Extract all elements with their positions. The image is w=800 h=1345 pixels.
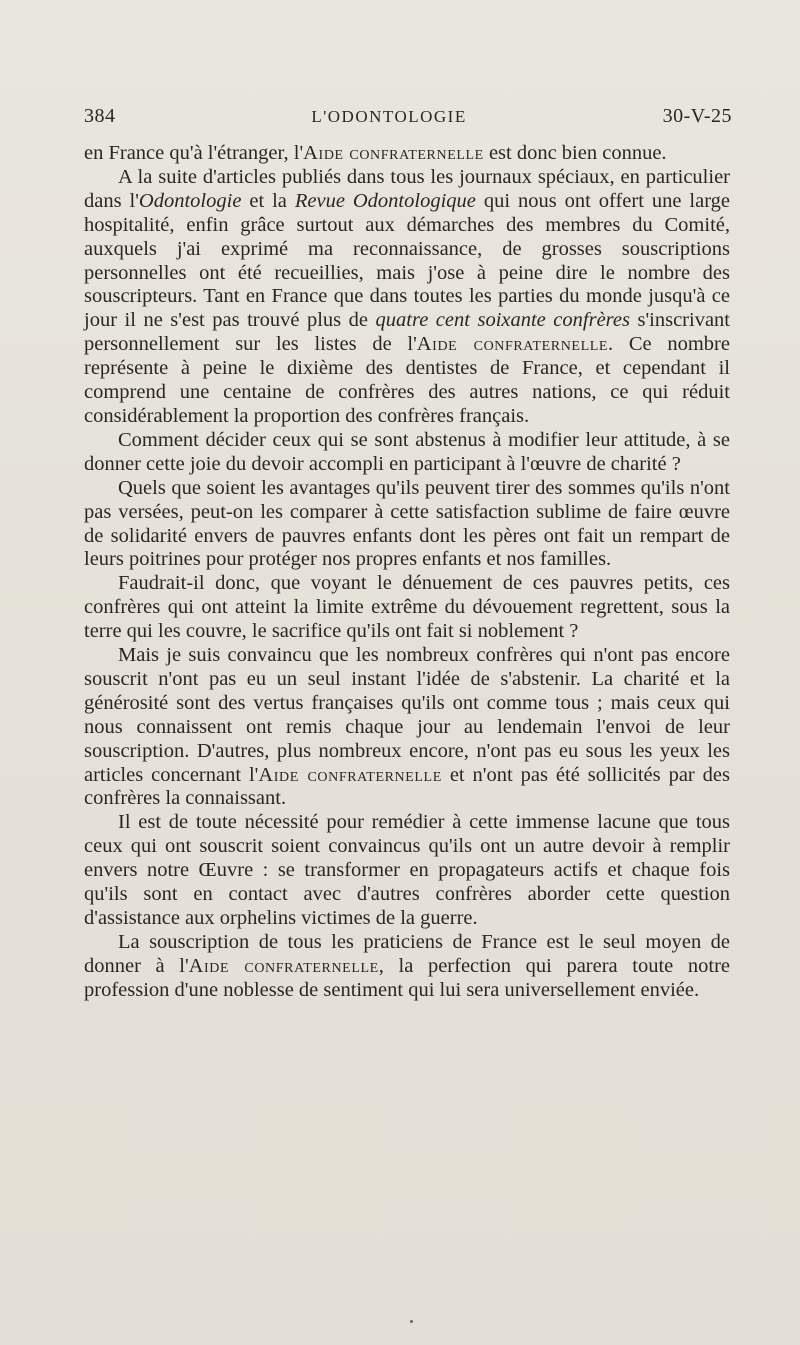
body-text-segment: s'inscrivant personnellement sur les listes de l' bbox=[84, 309, 730, 356]
paragraph-7 bbox=[84, 811, 730, 931]
society-name: Aide confraternelle bbox=[416, 333, 609, 356]
emphasis-text: Odontologie bbox=[138, 189, 242, 212]
society-name: Aide confraternelle bbox=[258, 763, 442, 786]
article-body bbox=[84, 142, 730, 1003]
emphasis-text: quatre cent soixante confrères bbox=[375, 309, 630, 332]
body-text-segment: A la suite d'articles publiés dans tous les journaux spéciaux, en particulier dans l' bbox=[84, 165, 730, 212]
journal-title: L'ODONTOLOGIE bbox=[311, 107, 467, 126]
running-header bbox=[84, 105, 732, 133]
body-text-segment: Faudrait-il donc, que voyant le dénuement de ces pauvres petits, ces confrères qui ont atteint la limite extrême du dévouement regrettent, sous la terre qui les couvre, le sacrifice qu'ils ont fait si noblement ? bbox=[84, 572, 730, 643]
body-text-segment: Il est de toute nécessité pour remédier à cette immense lacune que tous ceux qui ont souscrit soient convaincus qu'ils ont un autre devoir à remplir envers notre Œuvre : se transformer en propagateurs actifs et chaque fois qu'ils sont en contact avec d'autres confrères aborder cette question d'assistance aux orphelins victimes de la guerre. bbox=[84, 811, 730, 929]
paragraph-6 bbox=[84, 644, 730, 811]
society-name: Aide confraternelle bbox=[188, 954, 379, 977]
body-text-segment: Comment décider ceux qui se sont abstenus à modifier leur attitude, à se donner cette joie du devoir accompli en participant à l'œuvre de charité ? bbox=[84, 428, 730, 475]
body-text-segment: et n'ont pas été sollicités par des confrères la connaissant. bbox=[84, 763, 731, 810]
paragraph-2 bbox=[84, 166, 730, 429]
body-text-segment: , la perfection qui parera toute notre profession d'une noblesse de sentiment qui lui sera universellement enviée. bbox=[84, 954, 730, 1001]
printer-mark bbox=[410, 1320, 413, 1323]
body-text-segment: en France qu'à l'étranger, l' bbox=[84, 142, 304, 164]
body-text-segment: . Ce nombre représente à peine le dixième des dentistes de France, et cependant il comprend une centaine de confrères des autres nations, ce qui réduit considérablement la proportion des confrères français. bbox=[84, 333, 730, 427]
body-text-segment: et la bbox=[241, 189, 295, 212]
emphasis-text: Revue Odontologique bbox=[294, 189, 476, 212]
society-name: Aide confraternelle bbox=[303, 142, 484, 164]
body-text-segment: Quels que soient les avantages qu'ils peuvent tirer des sommes qu'ils n'ont pas versées, peut-on les comparer à cette satisfaction sublime de faire œuvre de solidarité envers de pauvres enfants dont les pères ont fait un rempart de leurs poitrines pour protéger nos propres enfants et nos familles. bbox=[84, 476, 730, 571]
body-text-segment: La souscription de tous les praticiens de France est le seul moyen de donner à l' bbox=[84, 930, 730, 977]
paragraph-8 bbox=[84, 931, 730, 1003]
issue-date: 30-V-25 bbox=[662, 105, 732, 127]
page-number: 384 bbox=[84, 105, 116, 127]
paragraph-1 bbox=[84, 142, 730, 166]
paragraph-4 bbox=[84, 477, 730, 573]
body-text-segment: Mais je suis convaincu que les nombreux confrères qui n'ont pas encore souscrit n'ont pas eu un seul instant l'idée de s'abstenir. La charité et la générosité sont des vertus françaises qu'ils ont comme tous ; mais ceux qui nous connaissent ont remis chaque jour au lendemain l'envoi de leur souscription. D'autres, plus nombreux encore, n'ont pas eu sous les yeux les articles concernant l' bbox=[84, 644, 730, 786]
paragraph-3 bbox=[84, 429, 730, 477]
body-text-segment: est donc bien connue. bbox=[483, 142, 667, 164]
paragraph-5 bbox=[84, 572, 730, 644]
body-text-segment: qui nous ont offert une large hospitalité, enfin grâce surtout aux démarches des membres du Comité, auxquels j'ai exprimé ma reconnaissance, de grosses souscriptions personnelles ont été recueillies, mais j'ose à peine dire le nombre des souscripteurs. Tant en France que dans toutes les parties du monde jusqu'à ce jour il ne s'est pas trouvé plus de bbox=[84, 189, 731, 332]
